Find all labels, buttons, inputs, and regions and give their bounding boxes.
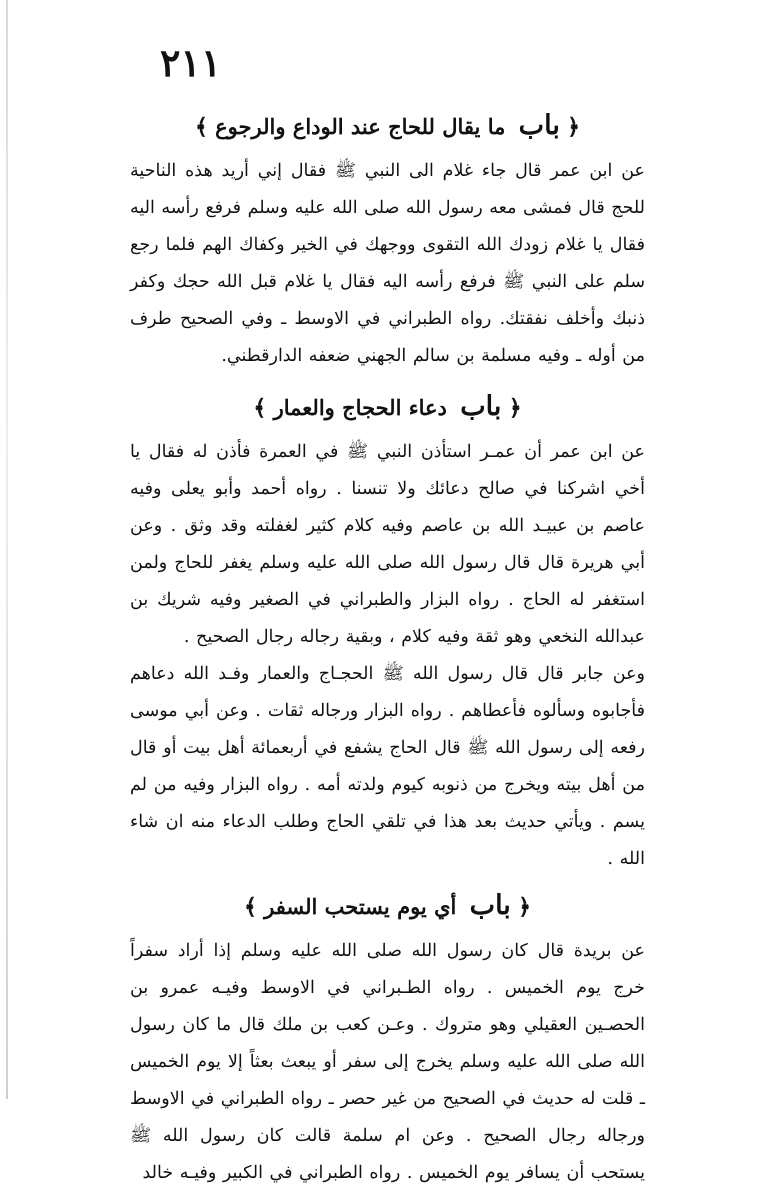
heading-close-bracket: ﴾ bbox=[194, 114, 208, 140]
heading-title: أي يوم يستحب السفر bbox=[264, 894, 457, 919]
page-number: ٢١١ bbox=[160, 40, 222, 85]
paragraph: عن بريدة قال كان رسول الله صلى الله عليه وسلم إذا أراد سفراً خرج يوم الخميس . رواه الطـبراني في الاوسط وفيـه عمرو بن الحصـين العقيلي وهو متروك . وعـن كعب بن ملك قال ما كان رسول الله صلى الله عليه وسلم يخرج إلى سفر أو يبعث بعثاً إلا يوم الخميس ـ قلت له حديث في الصحيح من غير حصر ـ رواه الطبراني في الاوسط ورجاله رجال الصحيح . وعن ام سلمة قالت كان رسول الله ﷺ يستحب أن يسافر يوم الخميس . رواه الطبراني في الكبير وفيـه خالد bbox=[130, 941, 645, 1183]
page-content bbox=[130, 108, 645, 1202]
section-body-pilgrims-prayer bbox=[130, 434, 645, 878]
heading-bab-word: باب bbox=[460, 391, 502, 422]
scan-margin-line bbox=[6, 0, 8, 1099]
paragraph: عن ابن عمر قال جاء غلام الى النبي ﷺ فقال إني أريد هذه الناحية للحج قال فمشى معه رسول الله صلى الله عليه وسلم فرفع رأسه اليه فقال يا غلام زودك الله التقوى ووجهك في الخير وكفاك الهم فلما رجع سلم على النبي ﷺ فرفع رأسه اليه فقال يا غلام قبل الله حجك وكفر ذنبك وأخلف نفقتك. رواه الطبراني في الاوسط ـ وفي الصحيح طرف من أوله ـ وفيه مسلمة بن سالم الجهني ضعفه الدارقطني. bbox=[130, 161, 645, 366]
chapter-heading-pilgrims-prayer bbox=[130, 389, 645, 426]
heading-bab-word: باب bbox=[518, 110, 560, 141]
paragraph: عن ابن عمر أن عمـر استأذن النبي ﷺ في العمرة فأذن له فقال يا أخي اشركنا في صالح دعائك ولا تنسنا . رواه أحمد وأبو يعلى وفيه عاصم بن عبيـد الله بن عاصم وفيه كلام كثير لغفلته وقد وثق . وعن أبي هريرة قال قال رسول الله صلى الله عليه وسلم يغفر للحاج ولمن استغفر له الحاج . رواه البزار والطبراني في الصغير وفيه شريك بن عبدالله النخعي وهو ثقة وفيه كلام ، وبقية رجاله رجال الصحيح . bbox=[130, 442, 645, 647]
heading-open-bracket: ﴿ bbox=[518, 894, 532, 920]
heading-close-bracket: ﴾ bbox=[243, 894, 257, 920]
heading-title: دعاء الحجاج والعمار bbox=[273, 395, 447, 420]
heading-open-bracket: ﴿ bbox=[508, 395, 522, 421]
heading-open-bracket: ﴿ bbox=[567, 114, 581, 140]
chapter-heading-travel-day bbox=[130, 888, 645, 925]
heading-bab-word: باب bbox=[469, 890, 511, 921]
section-body-farewell bbox=[130, 153, 645, 375]
heading-title: ما يقال للحاج عند الوداع والرجوع bbox=[215, 114, 506, 139]
heading-close-bracket: ﴾ bbox=[253, 395, 267, 421]
paragraph: وعن جابر قال قال رسول الله ﷺ الحجـاج والعمار وفـد الله دعاهم فأجابوه وسألوه فأعطاهم . رواه البزار ورجاله ثقات . وعن أبي موسى رفعه إلى رسول الله ﷺ قال الحاج يشفع في أربعمائة أهل بيت أو قال من أهل بيته ويخرج من ذنوبه كيوم ولدته أمه . رواه البزار وفيه من لم يسم . ويأتي حديث بعد هذا في تلقي الحاج وطلب الدعاء منه ان شاء الله . bbox=[130, 664, 645, 869]
chapter-heading-farewell bbox=[130, 108, 645, 145]
section-body-travel-day bbox=[130, 933, 645, 1192]
